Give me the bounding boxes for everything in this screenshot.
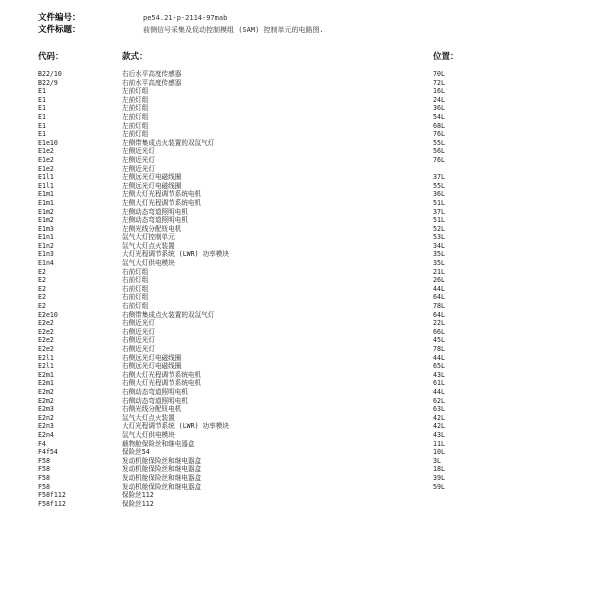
component-code: F58 xyxy=(38,465,50,474)
component-description: 左前灯组 xyxy=(122,95,149,104)
component-code: F58f112 xyxy=(38,491,66,500)
component-code: E2e2 xyxy=(38,327,54,336)
component-row xyxy=(0,448,601,457)
component-position: 37L xyxy=(433,173,445,182)
component-row xyxy=(0,225,601,234)
component-description: 氙气大灯点火装置 xyxy=(122,413,175,422)
component-description: 左侧带集成点火装置的双氙气灯 xyxy=(122,138,215,147)
component-position: 37L xyxy=(433,207,445,216)
component-position: 61L xyxy=(433,379,445,388)
component-code: E1 xyxy=(38,87,46,96)
component-row xyxy=(0,147,601,156)
component-row xyxy=(0,362,601,371)
component-code: E2m2 xyxy=(38,387,54,396)
component-description: 右侧近光灯 xyxy=(122,327,155,336)
component-description: 发动机舱保险丝和继电器盒 xyxy=(122,482,202,491)
component-code: E2m2 xyxy=(38,396,54,405)
doc-title-value: 前侧信号采集及促动控制模组 (SAM) 控制单元的电路图. xyxy=(143,26,324,34)
component-row xyxy=(0,379,601,388)
component-code: E1 xyxy=(38,130,46,139)
component-position: 68L xyxy=(433,121,445,130)
component-position: 64L xyxy=(433,293,445,302)
component-code: E2n4 xyxy=(38,430,54,439)
component-description: 左侧动态弯道照明电机 xyxy=(122,216,188,225)
component-description: 左侧大灯光程调节系统电机 xyxy=(122,198,202,207)
component-row xyxy=(0,465,601,474)
component-code: E2 xyxy=(38,302,46,311)
component-row xyxy=(0,165,601,174)
component-description: 左前灯组 xyxy=(122,104,149,113)
component-description: 载物舱保险丝和继电器盒 xyxy=(122,439,195,448)
component-row xyxy=(0,173,601,182)
component-code: E2m1 xyxy=(38,370,54,379)
component-row xyxy=(0,208,601,217)
component-code: E1 xyxy=(38,95,46,104)
component-position: 63L xyxy=(433,405,445,414)
component-code: E1n2 xyxy=(38,241,54,250)
component-row xyxy=(0,70,601,79)
component-row xyxy=(0,422,601,431)
component-description: 右侧光线分配钮电机 xyxy=(122,405,182,414)
component-position: 52L xyxy=(433,224,445,233)
component-description: 右前灯组 xyxy=(122,302,149,311)
component-row xyxy=(0,483,601,492)
doc-number-label: 文件编号： xyxy=(38,13,81,23)
component-description: 氙气大灯控制单元 xyxy=(122,233,175,242)
component-row xyxy=(0,302,601,311)
component-description: 左侧远光灯电磁线圈 xyxy=(122,181,182,190)
component-position: 24L xyxy=(433,95,445,104)
doc-number-row xyxy=(0,12,601,24)
component-row xyxy=(0,319,601,328)
component-code: E1e10 xyxy=(38,138,58,147)
component-code: E1 xyxy=(38,112,46,121)
component-position: 70L xyxy=(433,70,445,78)
component-position: 56L xyxy=(433,147,445,156)
component-description: 左侧近光灯 xyxy=(122,155,155,164)
component-position: 16L xyxy=(433,87,445,96)
component-position: 43L xyxy=(433,370,445,379)
component-position: 54L xyxy=(433,112,445,121)
component-description: 大灯光程调节系统 (LWR) 功率模块 xyxy=(122,422,229,431)
component-description: 右前灯组 xyxy=(122,293,149,302)
component-code: F58 xyxy=(38,482,50,491)
component-code: E2e2 xyxy=(38,336,54,345)
component-position: 59L xyxy=(433,482,445,491)
component-description: 右侧带集成点火装置的双氙气灯 xyxy=(122,310,215,319)
component-description: 左侧光线分配钮电机 xyxy=(122,224,182,233)
component-row xyxy=(0,242,601,251)
component-position: 53L xyxy=(433,233,445,242)
component-row xyxy=(0,268,601,277)
component-description: 大灯光程调节系统 (LWR) 功率模块 xyxy=(122,250,229,259)
component-description: 左前灯组 xyxy=(122,121,149,130)
component-code: E2m1 xyxy=(38,379,54,388)
component-description: 发动机舱保险丝和继电器盒 xyxy=(122,473,202,482)
component-code: E1l1 xyxy=(38,181,54,190)
component-row xyxy=(0,113,601,122)
component-code: E2 xyxy=(38,293,46,302)
component-row xyxy=(0,397,601,406)
component-code: E2e2 xyxy=(38,345,54,353)
component-description: 氙气大灯供电模块 xyxy=(122,430,175,439)
component-position: 21L xyxy=(433,267,445,276)
component-row xyxy=(0,371,601,380)
component-row xyxy=(0,250,601,259)
component-position: 36L xyxy=(433,190,445,199)
component-code: E1n3 xyxy=(38,250,54,259)
component-code: E1n4 xyxy=(38,259,54,268)
component-code: E1 xyxy=(38,121,46,130)
component-code: E2 xyxy=(38,284,46,293)
component-position: 34L xyxy=(433,241,445,250)
component-description: 左前灯组 xyxy=(122,112,149,121)
component-position: 76L xyxy=(433,130,445,139)
component-row xyxy=(0,354,601,363)
component-position: 10L xyxy=(433,448,445,457)
component-position: 64L xyxy=(433,310,445,319)
component-row xyxy=(0,440,601,449)
component-description: 右侧大灯光程调节系统电机 xyxy=(122,370,202,379)
component-row xyxy=(0,345,601,354)
component-row xyxy=(0,259,601,268)
doc-title-row xyxy=(0,24,601,36)
component-row xyxy=(0,190,601,199)
component-description: 左前灯组 xyxy=(122,130,149,139)
component-code: E1 xyxy=(38,104,46,113)
component-description: 右前灯组 xyxy=(122,284,149,293)
component-position: 45L xyxy=(433,336,445,345)
component-position: 62L xyxy=(433,396,445,405)
doc-title-label: 文件标题： xyxy=(38,25,81,35)
component-row xyxy=(0,233,601,242)
component-description: 左侧近光灯 xyxy=(122,164,155,173)
component-row xyxy=(0,79,601,88)
component-position: 51L xyxy=(433,216,445,225)
component-position: 42L xyxy=(433,413,445,422)
component-position: 44L xyxy=(433,353,445,362)
component-code: B22/10 xyxy=(38,70,62,78)
component-description: 右侧近光灯 xyxy=(122,336,155,345)
component-position: 39L xyxy=(433,473,445,482)
component-description: 保险丝54 xyxy=(122,448,150,457)
component-code: E2m3 xyxy=(38,405,54,414)
column-headers xyxy=(0,51,601,63)
component-code: F4 xyxy=(38,439,46,448)
component-position: 18L xyxy=(433,465,445,474)
component-code: E1m2 xyxy=(38,207,54,216)
component-row xyxy=(0,328,601,337)
component-position: 51L xyxy=(433,198,445,207)
code-column-header: 代码： xyxy=(38,52,64,62)
component-position: 44L xyxy=(433,387,445,396)
component-code: E2n2 xyxy=(38,413,54,422)
component-description: 右侧远光灯电磁线圈 xyxy=(122,353,182,362)
component-row xyxy=(0,139,601,148)
component-code: E2n3 xyxy=(38,422,54,431)
component-description: 左侧近光灯 xyxy=(122,147,155,156)
component-description: 氙气大灯点火装置 xyxy=(122,241,175,250)
component-row xyxy=(0,500,601,509)
description-column-header: 款式： xyxy=(122,52,148,62)
component-position: 55L xyxy=(433,181,445,190)
component-description: 右前灯组 xyxy=(122,267,149,276)
component-row xyxy=(0,457,601,466)
component-description: 发动机舱保险丝和继电器盒 xyxy=(122,456,202,465)
component-list xyxy=(0,70,601,508)
component-description: 右侧远光灯电磁线圈 xyxy=(122,362,182,371)
component-row xyxy=(0,431,601,440)
component-code: E1m1 xyxy=(38,198,54,207)
component-row xyxy=(0,182,601,191)
component-code: E2l1 xyxy=(38,362,54,371)
component-position: 72L xyxy=(433,78,445,87)
component-position: 44L xyxy=(433,284,445,293)
component-code: E2 xyxy=(38,267,46,276)
component-code: E1e2 xyxy=(38,155,54,164)
component-description: 左侧动态弯道照明电机 xyxy=(122,207,188,216)
component-code: E1e2 xyxy=(38,147,54,156)
component-description: 左侧远光灯电磁线圈 xyxy=(122,173,182,182)
component-description: 发动机舱保险丝和继电器盒 xyxy=(122,465,202,474)
position-column-header: 位置： xyxy=(433,52,459,62)
component-row xyxy=(0,491,601,500)
doc-number-value: pe54.21-p-2114-97mab xyxy=(143,14,228,22)
component-row xyxy=(0,199,601,208)
component-position: 65L xyxy=(433,362,445,371)
component-row xyxy=(0,474,601,483)
component-code: E1m3 xyxy=(38,224,54,233)
component-code: F58 xyxy=(38,473,50,482)
component-position: 66L xyxy=(433,327,445,336)
component-row xyxy=(0,96,601,105)
component-row xyxy=(0,104,601,113)
component-position: 3L xyxy=(433,456,441,465)
component-row xyxy=(0,87,601,96)
component-row xyxy=(0,122,601,131)
component-row xyxy=(0,285,601,294)
component-position: 76L xyxy=(433,155,445,164)
component-code: E1e2 xyxy=(38,164,54,173)
component-position: 78L xyxy=(433,302,445,311)
component-position: 35L xyxy=(433,250,445,259)
component-code: E1n1 xyxy=(38,233,54,242)
component-position: 35L xyxy=(433,259,445,268)
component-description: 保险丝112 xyxy=(122,499,154,508)
component-position: 55L xyxy=(433,138,445,147)
component-description: 左前灯组 xyxy=(122,87,149,96)
component-code: B22/9 xyxy=(38,78,58,87)
component-row xyxy=(0,130,601,139)
component-code: F58f112 xyxy=(38,499,66,508)
component-code: E1l1 xyxy=(38,173,54,182)
component-description: 氙气大灯供电模块 xyxy=(122,259,175,268)
component-description: 右侧大灯光程调节系统电机 xyxy=(122,379,202,388)
component-row xyxy=(0,336,601,345)
component-description: 右侧近光灯 xyxy=(122,319,155,328)
component-row xyxy=(0,388,601,397)
component-description: 保险丝112 xyxy=(122,491,154,500)
component-description: 右前灯组 xyxy=(122,276,149,285)
component-description: 右后水平高度传感器 xyxy=(122,70,182,78)
component-row xyxy=(0,405,601,414)
component-row xyxy=(0,276,601,285)
component-description: 右前水平高度传感器 xyxy=(122,78,182,87)
component-position: 26L xyxy=(433,276,445,285)
component-position: 42L xyxy=(433,422,445,431)
component-position: 11L xyxy=(433,439,445,448)
component-code: E2e10 xyxy=(38,310,58,319)
component-position: 22L xyxy=(433,319,445,328)
component-code: E1m1 xyxy=(38,190,54,199)
component-code: E2 xyxy=(38,276,46,285)
component-code: F58 xyxy=(38,456,50,465)
component-position: 43L xyxy=(433,430,445,439)
component-row xyxy=(0,311,601,320)
component-row xyxy=(0,156,601,165)
component-row xyxy=(0,293,601,302)
component-row xyxy=(0,216,601,225)
component-position: 36L xyxy=(433,104,445,113)
component-position: 78L xyxy=(433,345,445,353)
component-code: E1m2 xyxy=(38,216,54,225)
component-description: 右侧近光灯 xyxy=(122,345,155,353)
component-description: 右侧动态弯道照明电机 xyxy=(122,396,188,405)
component-code: E2l1 xyxy=(38,353,54,362)
component-row xyxy=(0,414,601,423)
component-description: 右侧动态弯道照明电机 xyxy=(122,387,188,396)
component-description: 左侧大灯光程调节系统电机 xyxy=(122,190,202,199)
component-code: E2e2 xyxy=(38,319,54,328)
component-code: F4f54 xyxy=(38,448,58,457)
